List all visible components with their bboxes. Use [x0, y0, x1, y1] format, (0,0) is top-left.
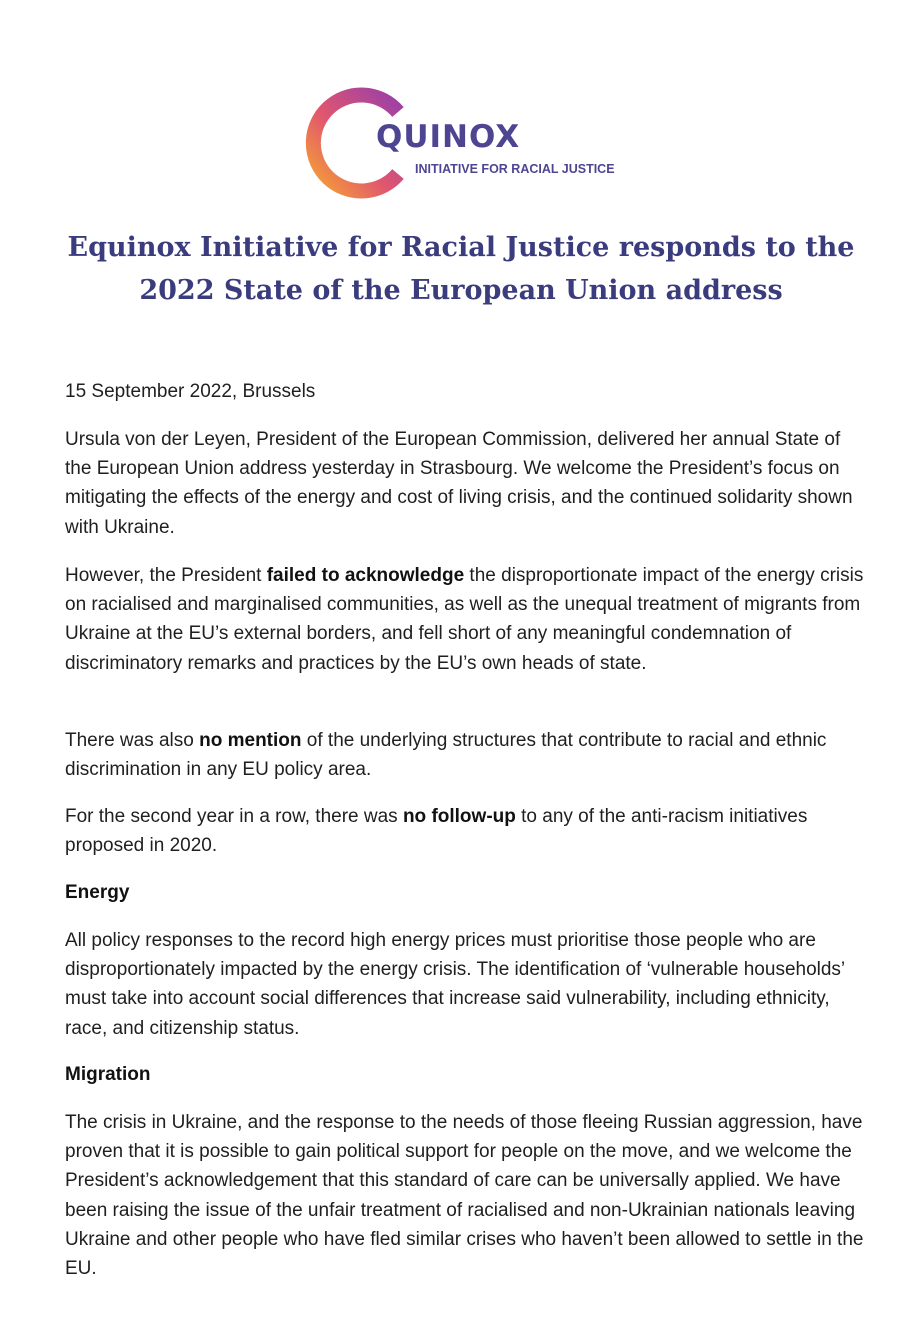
paragraph-energy: All policy responses to the record high energy prices must prioritise those people who are disproportionately impacted by the energy crisis. The identification of ‘vulnerable households’ must take into account social differences that increase said vulnerability, including ethnicity, race, and citizenship status.: [65, 930, 845, 1039]
p3-text-after: of the underlying structures that contribute to racial and ethnic discrimination in any EU policy area.: [65, 730, 827, 781]
p3-text-before: There was also: [65, 730, 200, 751]
logo-letter-e: E: [342, 119, 364, 155]
paragraph-intro: Ursula von der Leyen, President of the European Commission, delivered her annual State of the European Union address yesterday in Strasbourg. We welcome the President’s focus on mitigating the effects of the energy and cost of living crisis, and the continued solidarity shown with Ukraine.: [65, 429, 853, 538]
p2-text-after: the disproportionate impact of the energy crisis on racialised and marginalised communities, as well as the unequal treatment of migrants from Ukraine at the EU’s external borders, and fell short of any meaningful condemnation of discriminatory remarks and practices by the EU’s own heads of state.: [65, 565, 864, 674]
dateline: 15 September 2022, Brussels: [65, 381, 316, 402]
p4-text-before: For the second year in a row, there was: [65, 806, 403, 827]
heading-energy: Energy: [65, 882, 130, 903]
p4-text-after: to any of the anti-racism initiatives proposed in 2020.: [65, 806, 808, 857]
paragraph-no-mention: [65, 726, 865, 784]
logo-name: QUINOX: [376, 119, 521, 155]
heading-migration: Migration: [65, 1064, 151, 1085]
title-line-2: 2022 State of the European Union address: [139, 275, 783, 306]
logo-tagline: INITIATIVE FOR RACIAL JUSTICE: [415, 162, 615, 176]
paragraph-migration: The crisis in Ukraine, and the response to the needs of those fleeing Russian aggression, have proven that it is possible to gain political support for people on the move, and we welcome the President’s acknowledgement that this standard of care can be universally applied. We have been raising the issue of the unfair treatment of racialised and non-Ukrainian nationals leaving Ukraine and other people who have fled similar crises who haven’t been allowed to settle in the EU.: [65, 1112, 864, 1280]
document-title: [60, 226, 862, 312]
paragraph-no-follow-up: [65, 802, 865, 860]
p2-bold: failed to acknowledge: [266, 565, 465, 586]
p4-bold: no follow-up: [402, 806, 516, 827]
paragraph-failed-to-acknowledge: [65, 561, 865, 678]
title-line-1: Equinox Initiative for Racial Justice responds to the: [67, 232, 855, 263]
p3-bold: no mention: [199, 730, 302, 751]
p2-text-before: However, the President: [65, 565, 267, 586]
